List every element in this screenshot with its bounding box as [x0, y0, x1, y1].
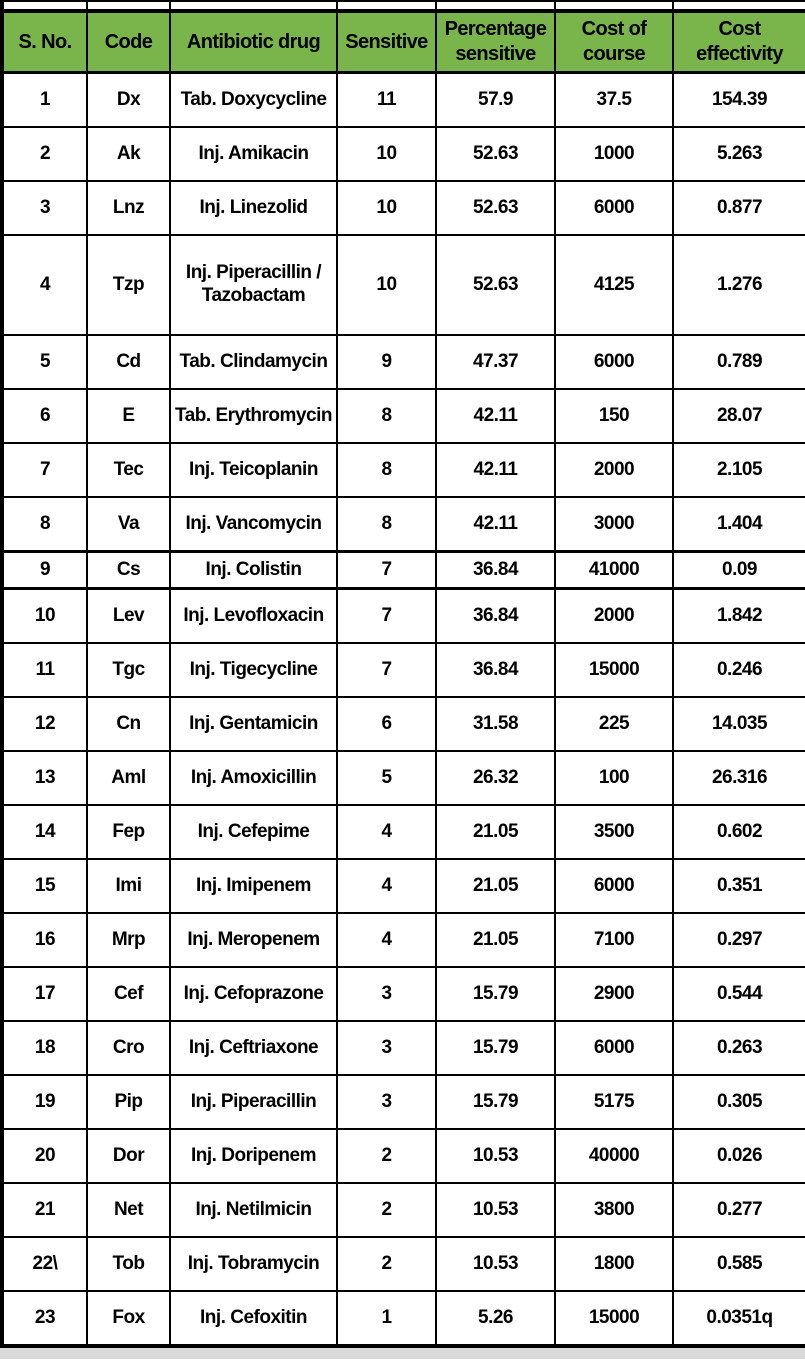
cell-cost-effectivity: 0.877	[673, 181, 805, 235]
cell-pct-sensitive: 21.05	[436, 913, 555, 967]
cell-cost-effectivity: 0.297	[673, 913, 805, 967]
cell-cost-of-course: 2900	[555, 967, 673, 1021]
table-row	[2, 497, 805, 552]
cropped-row-below	[0, 1348, 805, 1359]
cell-cost-effectivity: 1.842	[673, 589, 805, 644]
cell-sno: 3	[2, 181, 87, 235]
cell-code: Cef	[87, 967, 170, 1021]
cell-cost-effectivity: 0.09	[673, 552, 805, 589]
cell-sensitive: 8	[337, 497, 436, 552]
table-row	[2, 1237, 805, 1291]
cell-sensitive: 10	[337, 127, 436, 181]
cell-drug: Inj. Cefepime	[170, 805, 337, 859]
cell-sensitive: 7	[337, 552, 436, 589]
cell-code: Va	[87, 497, 170, 552]
cell-cost-of-course: 6000	[555, 859, 673, 913]
cell-sno: 7	[2, 443, 87, 497]
cropped-cell	[170, 1, 337, 11]
cell-code: Tgc	[87, 643, 170, 697]
cell-pct-sensitive: 52.63	[436, 235, 555, 335]
cell-cost-of-course: 41000	[555, 552, 673, 589]
cell-pct-sensitive: 31.58	[436, 697, 555, 751]
cell-code: Dor	[87, 1129, 170, 1183]
cell-sensitive: 3	[337, 1021, 436, 1075]
cell-sensitive: 3	[337, 1075, 436, 1129]
header-drug: Antibiotic drug	[170, 11, 337, 73]
cell-drug: Inj. Tigecycline	[170, 643, 337, 697]
table-row	[2, 181, 805, 235]
cell-code: Imi	[87, 859, 170, 913]
cell-sno: 17	[2, 967, 87, 1021]
cell-drug: Inj. Imipenem	[170, 859, 337, 913]
cell-pct-sensitive: 52.63	[436, 127, 555, 181]
cell-sensitive: 10	[337, 235, 436, 335]
cell-code: Fox	[87, 1291, 170, 1346]
cell-drug: Inj. Piperacillin	[170, 1075, 337, 1129]
cell-drug: Inj. Cefoprazone	[170, 967, 337, 1021]
cell-cost-of-course: 3800	[555, 1183, 673, 1237]
cell-sno: 9	[2, 552, 87, 589]
table-row	[2, 589, 805, 644]
cropped-cell	[436, 1, 555, 11]
cell-sno: 20	[2, 1129, 87, 1183]
cell-pct-sensitive: 52.63	[436, 181, 555, 235]
table-row	[2, 751, 805, 805]
cell-cost-effectivity: 0.026	[673, 1129, 805, 1183]
table-head	[2, 1, 805, 73]
cell-cost-of-course: 37.5	[555, 73, 673, 128]
table-row	[2, 335, 805, 389]
cell-sno: 5	[2, 335, 87, 389]
cell-pct-sensitive: 21.05	[436, 805, 555, 859]
cell-sno: 14	[2, 805, 87, 859]
cell-code: Pip	[87, 1075, 170, 1129]
cell-cost-effectivity: 154.39	[673, 73, 805, 128]
cell-drug: Inj. Levofloxacin	[170, 589, 337, 644]
cell-code: Tzp	[87, 235, 170, 335]
cell-sensitive: 5	[337, 751, 436, 805]
cell-sno: 15	[2, 859, 87, 913]
cell-code: Ak	[87, 127, 170, 181]
cell-sno: 16	[2, 913, 87, 967]
cell-cost-of-course: 3000	[555, 497, 673, 552]
cell-cost-effectivity: 1.276	[673, 235, 805, 335]
cropped-cell	[87, 1, 170, 11]
cell-pct-sensitive: 42.11	[436, 497, 555, 552]
cell-pct-sensitive: 15.79	[436, 1021, 555, 1075]
cell-pct-sensitive: 57.9	[436, 73, 555, 128]
cell-cost-of-course: 5175	[555, 1075, 673, 1129]
cell-sensitive: 6	[337, 697, 436, 751]
cell-cost-effectivity: 2.105	[673, 443, 805, 497]
cell-cost-effectivity: 0.351	[673, 859, 805, 913]
header-pct-sensitive: Percentage sensitive	[436, 11, 555, 73]
table-row	[2, 967, 805, 1021]
header-code: Code	[87, 11, 170, 73]
cell-code: Aml	[87, 751, 170, 805]
cell-drug: Inj. Meropenem	[170, 913, 337, 967]
cell-pct-sensitive: 47.37	[436, 335, 555, 389]
cell-cost-effectivity: 26.316	[673, 751, 805, 805]
cell-pct-sensitive: 15.79	[436, 967, 555, 1021]
cell-cost-of-course: 225	[555, 697, 673, 751]
cell-sno: 6	[2, 389, 87, 443]
table-row	[2, 1075, 805, 1129]
cell-pct-sensitive: 36.84	[436, 589, 555, 644]
cell-sno: 22\	[2, 1237, 87, 1291]
cell-sensitive: 9	[337, 335, 436, 389]
cell-drug: Inj. Ceftriaxone	[170, 1021, 337, 1075]
cell-sensitive: 7	[337, 589, 436, 644]
cell-drug: Tab. Erythromycin	[170, 389, 337, 443]
table-row	[2, 389, 805, 443]
cell-cost-effectivity: 0.602	[673, 805, 805, 859]
cell-sensitive: 3	[337, 967, 436, 1021]
cell-pct-sensitive: 15.79	[436, 1075, 555, 1129]
cell-pct-sensitive: 36.84	[436, 643, 555, 697]
cell-cost-of-course: 2000	[555, 589, 673, 644]
cell-drug: Inj. Amikacin	[170, 127, 337, 181]
cell-code: Tec	[87, 443, 170, 497]
cropped-cell	[2, 1, 87, 11]
cell-code: Tob	[87, 1237, 170, 1291]
cell-code: Cd	[87, 335, 170, 389]
cell-sno: 13	[2, 751, 87, 805]
cell-sno: 11	[2, 643, 87, 697]
cell-sensitive: 10	[337, 181, 436, 235]
cell-pct-sensitive: 10.53	[436, 1183, 555, 1237]
table-row	[2, 913, 805, 967]
header-cost-effectivity: Cost effectivity	[673, 11, 805, 73]
cell-code: Lnz	[87, 181, 170, 235]
cell-pct-sensitive: 10.53	[436, 1237, 555, 1291]
cell-cost-effectivity: 14.035	[673, 697, 805, 751]
cell-cost-of-course: 6000	[555, 1021, 673, 1075]
cell-sensitive: 11	[337, 73, 436, 128]
cell-sensitive: 2	[337, 1129, 436, 1183]
cell-sno: 12	[2, 697, 87, 751]
cell-sensitive: 2	[337, 1237, 436, 1291]
cell-cost-effectivity: 5.263	[673, 127, 805, 181]
cell-drug: Inj. Tobramycin	[170, 1237, 337, 1291]
cell-code: E	[87, 389, 170, 443]
cell-pct-sensitive: 42.11	[436, 443, 555, 497]
cell-cost-effectivity: 0.277	[673, 1183, 805, 1237]
cell-pct-sensitive: 21.05	[436, 859, 555, 913]
cell-cost-effectivity: 28.07	[673, 389, 805, 443]
cell-sno: 18	[2, 1021, 87, 1075]
cropped-cell	[337, 1, 436, 11]
cell-cost-effectivity: 0.544	[673, 967, 805, 1021]
cell-drug: Tab. Doxycycline	[170, 73, 337, 128]
cell-cost-of-course: 6000	[555, 181, 673, 235]
cell-drug: Inj. Piperacillin / Tazobactam	[170, 235, 337, 335]
cell-sensitive: 4	[337, 805, 436, 859]
cell-drug: Inj. Linezolid	[170, 181, 337, 235]
cell-sensitive: 7	[337, 643, 436, 697]
cell-cost-effectivity: 0.0351q	[673, 1291, 805, 1346]
cell-cost-of-course: 40000	[555, 1129, 673, 1183]
cell-sno: 4	[2, 235, 87, 335]
cell-code: Cn	[87, 697, 170, 751]
cell-cost-of-course: 150	[555, 389, 673, 443]
cell-cost-effectivity: 0.246	[673, 643, 805, 697]
cell-cost-of-course: 1000	[555, 127, 673, 181]
cell-sno: 10	[2, 589, 87, 644]
header-cost-of-course: Cost of course	[555, 11, 673, 73]
table-row	[2, 643, 805, 697]
cell-cost-effectivity: 0.305	[673, 1075, 805, 1129]
header-row	[2, 11, 805, 73]
cell-cost-of-course: 2000	[555, 443, 673, 497]
cell-drug: Tab. Clindamycin	[170, 335, 337, 389]
table-row	[2, 697, 805, 751]
cell-code: Mrp	[87, 913, 170, 967]
cell-sno: 2	[2, 127, 87, 181]
table-row	[2, 1129, 805, 1183]
cell-code: Cs	[87, 552, 170, 589]
cell-cost-of-course: 4125	[555, 235, 673, 335]
cell-drug: Inj. Amoxicillin	[170, 751, 337, 805]
header-sensitive: Sensitive	[337, 11, 436, 73]
table-row	[2, 805, 805, 859]
cell-sensitive: 1	[337, 1291, 436, 1346]
cell-drug: Inj. Teicoplanin	[170, 443, 337, 497]
table-body	[2, 73, 805, 1347]
cell-cost-of-course: 6000	[555, 335, 673, 389]
cell-pct-sensitive: 10.53	[436, 1129, 555, 1183]
table-row	[2, 235, 805, 335]
cropped-row-above	[2, 1, 805, 11]
cell-sno: 23	[2, 1291, 87, 1346]
table-row	[2, 73, 805, 128]
cell-cost-of-course: 15000	[555, 1291, 673, 1346]
cell-pct-sensitive: 26.32	[436, 751, 555, 805]
cell-cost-of-course: 100	[555, 751, 673, 805]
cell-sno: 19	[2, 1075, 87, 1129]
cell-drug: Inj. Doripenem	[170, 1129, 337, 1183]
cell-sensitive: 4	[337, 859, 436, 913]
cell-cost-effectivity: 0.789	[673, 335, 805, 389]
table-row	[2, 443, 805, 497]
table-row	[2, 1021, 805, 1075]
header-sno: S. No.	[2, 11, 87, 73]
cell-pct-sensitive: 5.26	[436, 1291, 555, 1346]
cell-drug: Inj. Colistin	[170, 552, 337, 589]
cropped-cell	[673, 1, 805, 11]
table-row	[2, 127, 805, 181]
cell-sno: 1	[2, 73, 87, 128]
cropped-cell	[555, 1, 673, 11]
cell-drug: Inj. Netilmicin	[170, 1183, 337, 1237]
cell-cost-of-course: 7100	[555, 913, 673, 967]
cell-cost-effectivity: 1.404	[673, 497, 805, 552]
cell-cost-effectivity: 0.263	[673, 1021, 805, 1075]
cell-sno: 21	[2, 1183, 87, 1237]
table-row	[2, 1291, 805, 1346]
table-row	[2, 859, 805, 913]
cell-code: Lev	[87, 589, 170, 644]
cell-sensitive: 2	[337, 1183, 436, 1237]
cell-code: Fep	[87, 805, 170, 859]
cell-sensitive: 8	[337, 443, 436, 497]
cell-cost-of-course: 3500	[555, 805, 673, 859]
cell-code: Cro	[87, 1021, 170, 1075]
cell-code: Net	[87, 1183, 170, 1237]
cell-drug: Inj. Vancomycin	[170, 497, 337, 552]
cell-sno: 8	[2, 497, 87, 552]
cell-drug: Inj. Cefoxitin	[170, 1291, 337, 1346]
cell-sensitive: 4	[337, 913, 436, 967]
cell-pct-sensitive: 42.11	[436, 389, 555, 443]
table-row	[2, 552, 805, 589]
cell-pct-sensitive: 36.84	[436, 552, 555, 589]
cell-cost-of-course: 15000	[555, 643, 673, 697]
cell-code: Dx	[87, 73, 170, 128]
cell-drug: Inj. Gentamicin	[170, 697, 337, 751]
table-row	[2, 1183, 805, 1237]
cell-cost-of-course: 1800	[555, 1237, 673, 1291]
cell-sensitive: 8	[337, 389, 436, 443]
cell-cost-effectivity: 0.585	[673, 1237, 805, 1291]
